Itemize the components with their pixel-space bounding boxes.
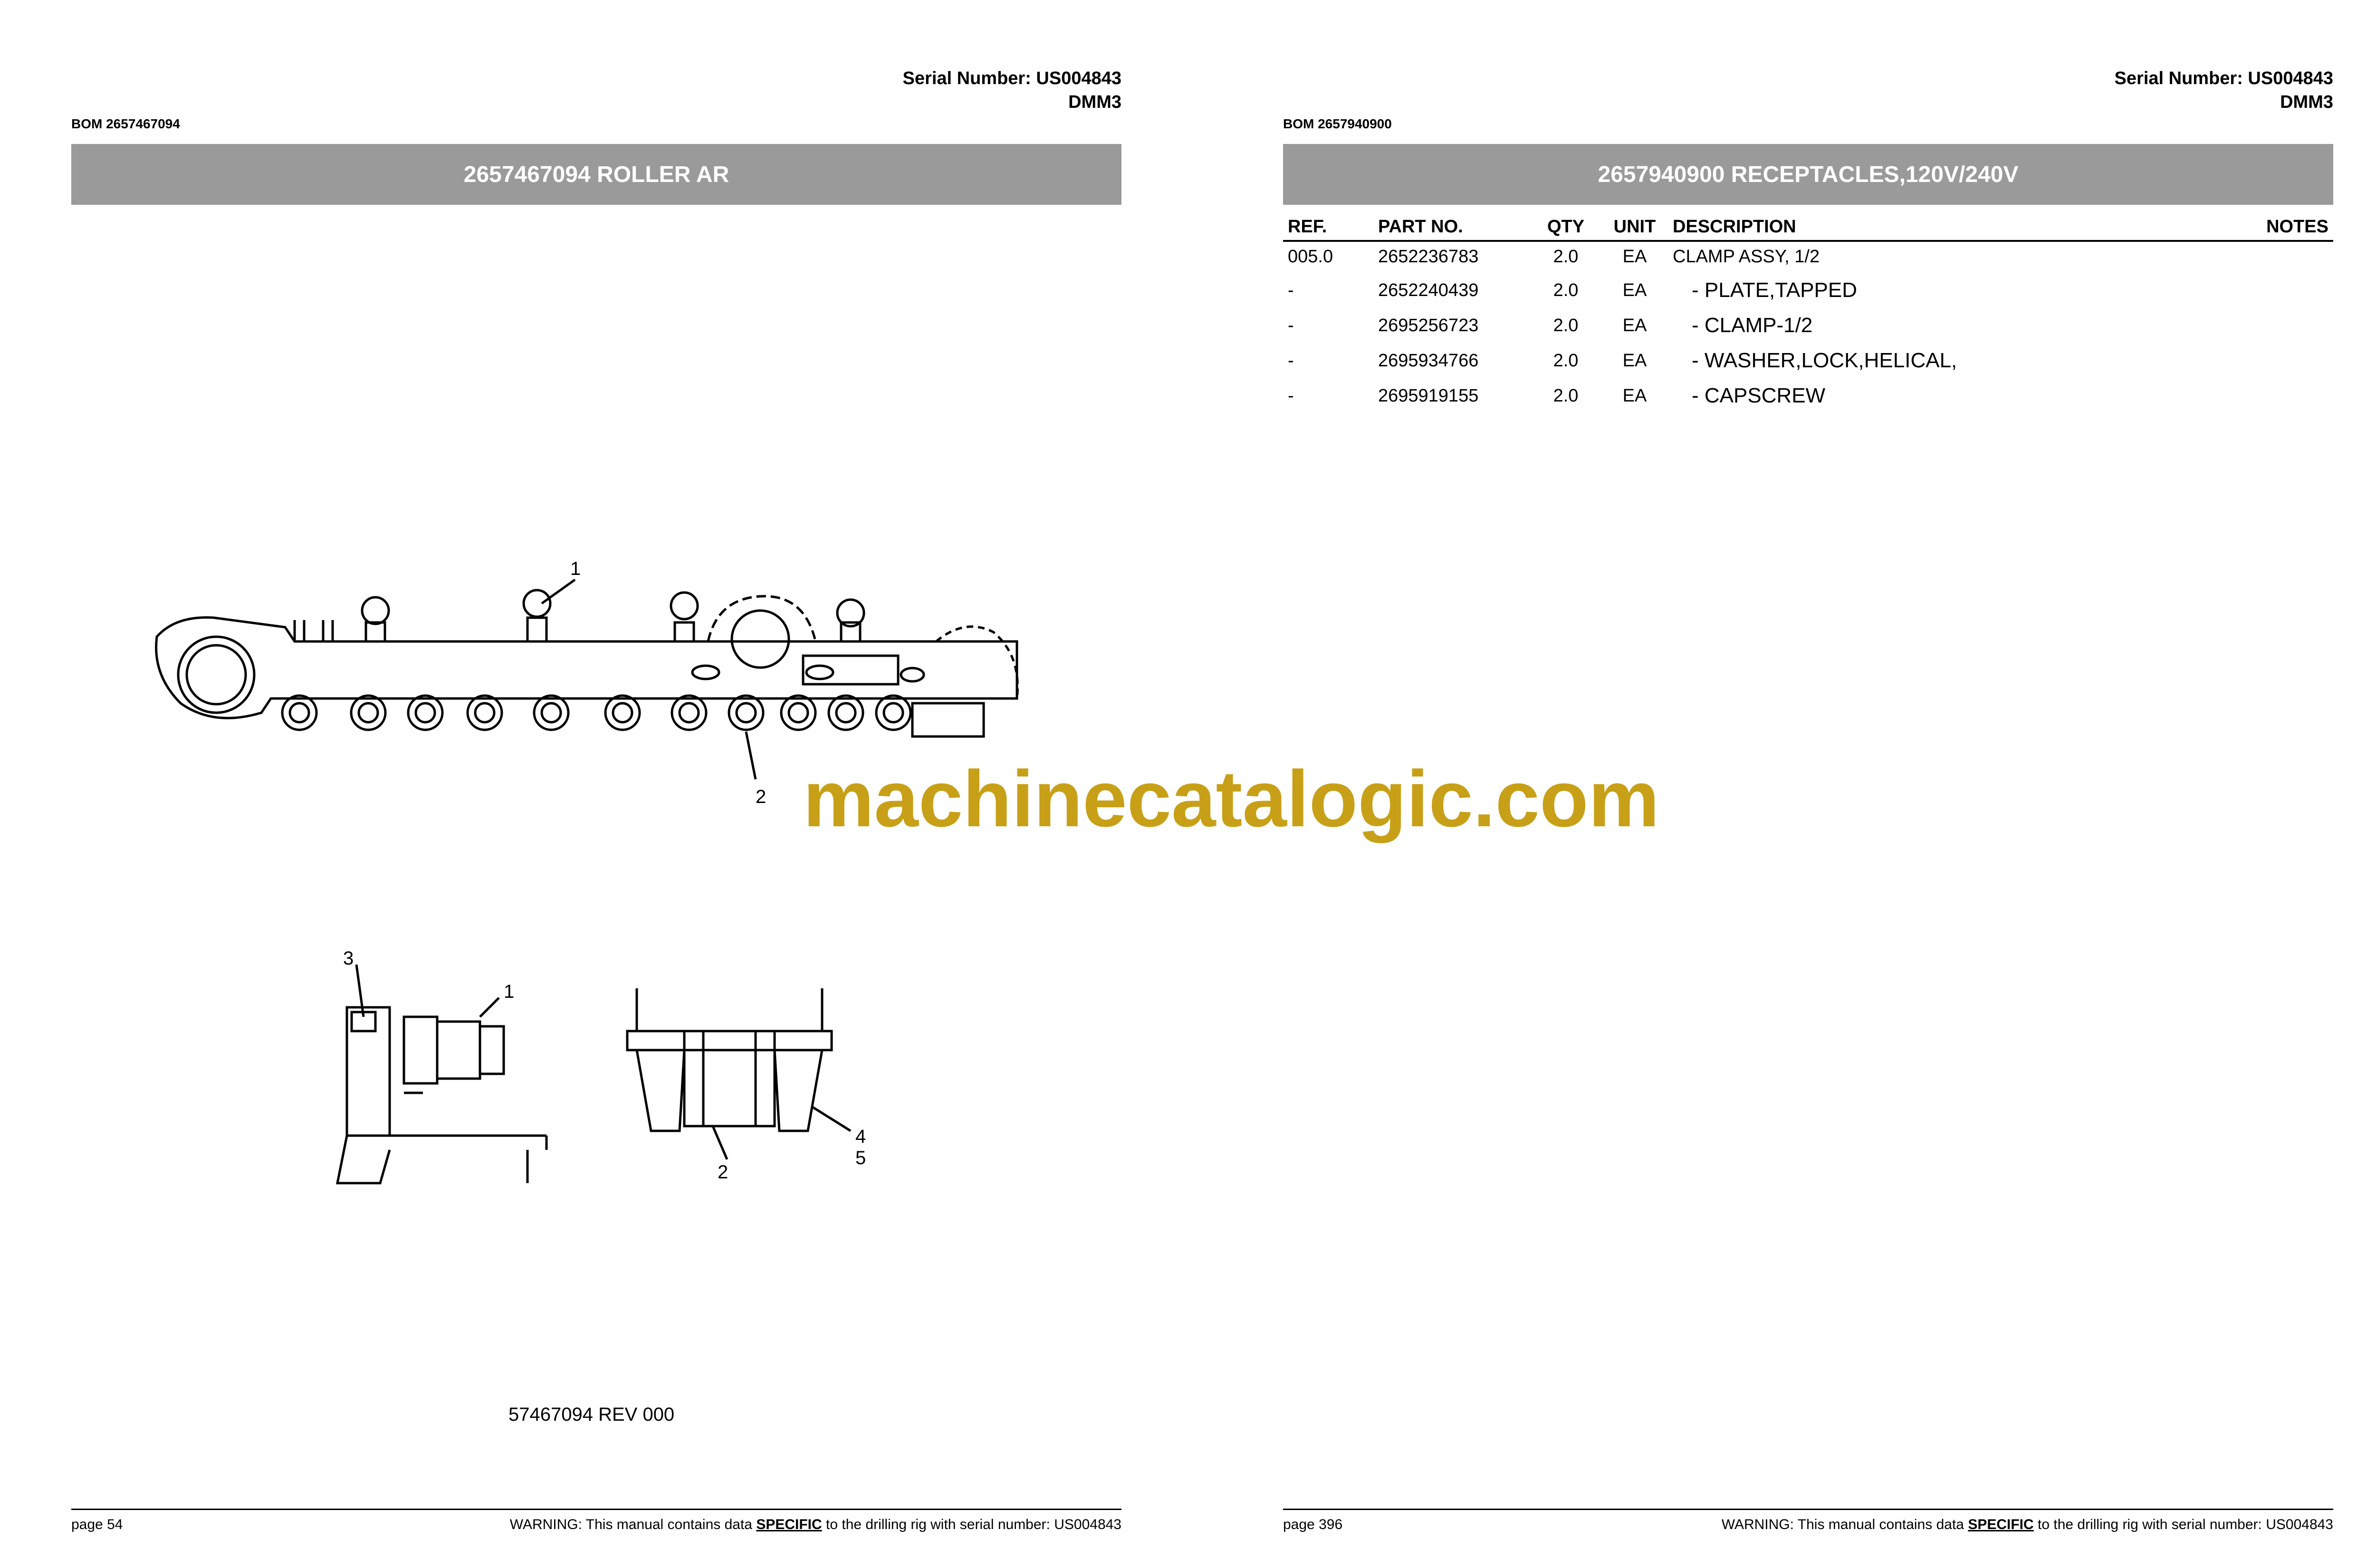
cell-notes [2214, 344, 2333, 379]
parts-table [1283, 214, 2333, 414]
warning-suffix: to the drilling rig with serial number: US004843 [822, 1517, 1121, 1532]
model-code: DMM3 [1068, 92, 1121, 112]
cell-description: - PLATE,TAPPED [1692, 278, 1858, 302]
cell-notes [2214, 309, 2333, 344]
table-row [1283, 309, 2333, 344]
footer-warning [510, 1517, 1121, 1533]
drawing-reference: 57467094 REV 000 [508, 1404, 675, 1425]
cell-ref: - [1288, 280, 1294, 300]
cell-part-no: 2695256723 [1378, 315, 1479, 335]
roller-side-view [337, 965, 546, 1183]
track-frame-view [156, 596, 1018, 736]
bom-label: BOM 2657940900 [1283, 116, 1392, 131]
callout-2: 2 [756, 786, 766, 807]
cell-ref: - [1288, 385, 1294, 406]
roller-front-view [627, 988, 851, 1159]
table-row [1283, 379, 2333, 414]
cell-ref: - [1288, 350, 1294, 371]
callout-2b: 2 [718, 1162, 728, 1183]
cell-unit: EA [1622, 280, 1647, 300]
cell-notes [2214, 241, 2333, 274]
cell-part-no: 2695919155 [1378, 385, 1479, 406]
warning-suffix: to the drilling rig with serial number: US004843 [2033, 1517, 2333, 1532]
section-title-text: 2657940900 RECEPTACLES,120V/240V [1598, 162, 2019, 187]
callout-5: 5 [855, 1147, 866, 1168]
model-code: DMM3 [2280, 92, 2333, 112]
callout-1b: 1 [504, 981, 515, 1002]
callout-3: 3 [343, 948, 354, 969]
cell-description: - WASHER,LOCK,HELICAL, [1692, 349, 1957, 372]
parts-table-header [1283, 214, 2333, 241]
warning-prefix: WARNING: This manual contains data [1721, 1517, 1968, 1532]
col-part-no: PART NO. [1373, 214, 1530, 241]
serial-number: Serial Number: US004843 [902, 68, 1121, 88]
section-title-text: 2657467094 ROLLER AR [463, 162, 729, 187]
cell-part-no: 2652240439 [1378, 280, 1479, 300]
cell-qty: 2.0 [1553, 315, 1579, 335]
callout-4: 4 [855, 1126, 866, 1147]
col-notes: NOTES [2214, 214, 2333, 241]
cell-unit: EA [1622, 315, 1647, 335]
warning-emphasis: SPECIFIC [1968, 1517, 2034, 1532]
col-unit: UNIT [1601, 214, 1668, 241]
cell-part-no: 2652236783 [1378, 247, 1479, 267]
cell-description: - CLAMP-1/2 [1692, 314, 1813, 337]
warning-prefix: WARNING: This manual contains data [509, 1517, 757, 1532]
serial-number: Serial Number: US004843 [2114, 68, 2333, 88]
col-description: DESCRIPTION [1668, 214, 2214, 241]
callout-1: 1 [570, 558, 581, 579]
col-qty: QTY [1530, 214, 1601, 241]
cell-ref: 005.0 [1288, 247, 1333, 267]
section-title [1283, 144, 2333, 205]
cell-notes [2214, 274, 2333, 309]
cell-unit: EA [1622, 350, 1647, 371]
cell-qty: 2.0 [1553, 247, 1579, 267]
cell-unit: EA [1622, 385, 1647, 406]
cell-qty: 2.0 [1553, 280, 1579, 300]
bottom-track-rollers [282, 696, 910, 730]
cell-description: CLAMP ASSY, 1/2 [1673, 247, 1820, 267]
serial-block [2115, 67, 2333, 114]
cell-qty: 2.0 [1553, 385, 1579, 406]
cell-description: - CAPSCREW [1692, 384, 1826, 407]
cell-part-no: 2695934766 [1378, 350, 1479, 371]
footer-warning [1722, 1517, 2333, 1533]
table-row [1283, 241, 2333, 274]
footer-divider [71, 1509, 1121, 1510]
table-row [1283, 344, 2333, 379]
cell-notes [2214, 379, 2333, 414]
cell-unit: EA [1622, 247, 1647, 267]
cell-ref: - [1288, 315, 1294, 335]
page-number: page 54 [71, 1517, 123, 1532]
table-row [1283, 274, 2333, 309]
watermark: machinecatalogic.com [803, 754, 1659, 843]
bom-label: BOM 2657467094 [71, 116, 180, 131]
col-ref: REF. [1283, 214, 1373, 241]
footer-divider [1283, 1509, 2333, 1510]
cell-qty: 2.0 [1553, 350, 1579, 371]
page-number: page 396 [1283, 1517, 1343, 1532]
warning-emphasis: SPECIFIC [756, 1517, 822, 1532]
